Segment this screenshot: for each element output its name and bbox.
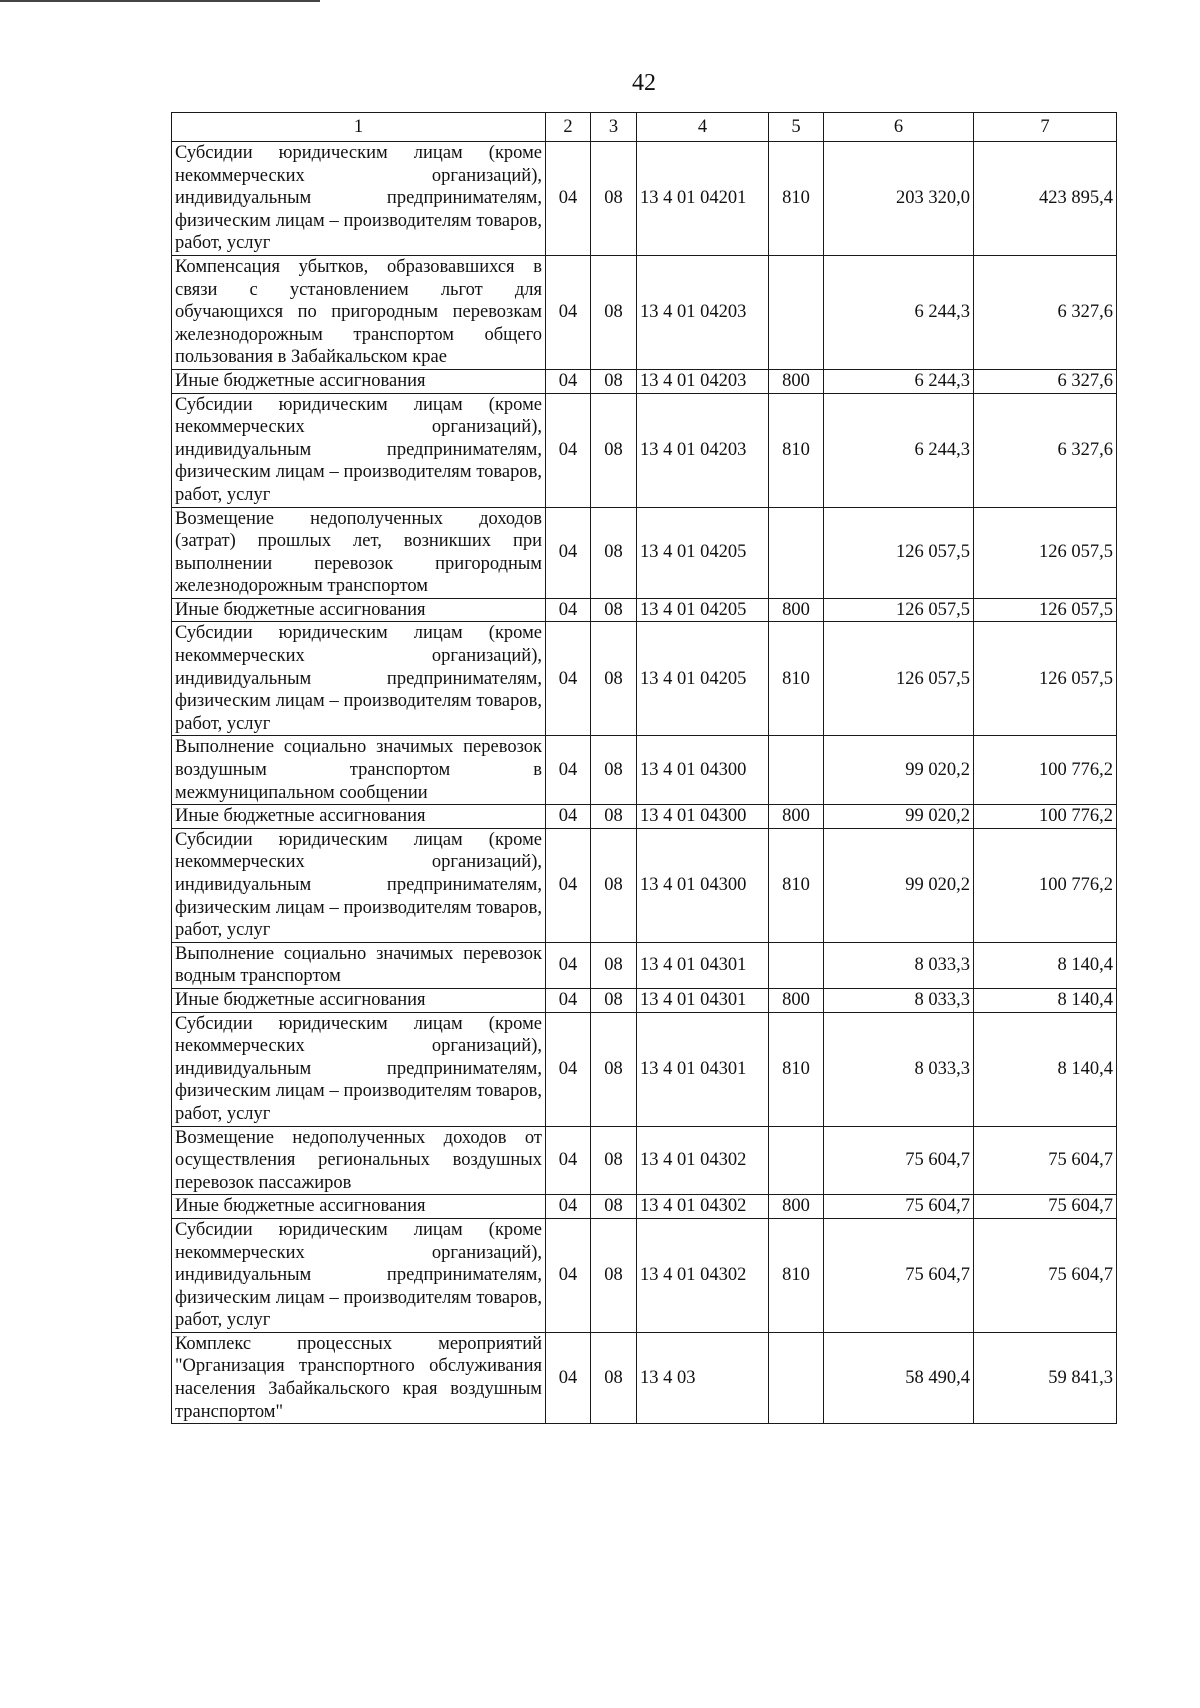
row-subsection: 08 — [591, 1195, 637, 1219]
row-description: Иные бюджетные ассигнования — [172, 988, 546, 1012]
row-amount-year-2: 75 604,7 — [974, 1126, 1117, 1195]
row-target-code: 13 4 01 04302 — [637, 1218, 769, 1332]
row-subsection: 08 — [591, 828, 637, 942]
row-section: 04 — [546, 805, 591, 829]
row-amount-year-2: 75 604,7 — [974, 1195, 1117, 1219]
row-amount-year-2: 6 327,6 — [974, 393, 1117, 507]
table-row — [172, 393, 1117, 507]
table-row — [172, 369, 1117, 393]
row-description: Возмещение недополученных доходов (затрат) прошлых лет, возникших при выполнении перевозок пригородным железнодорожным транспортом — [172, 507, 546, 598]
row-subsection: 08 — [591, 1218, 637, 1332]
row-section: 04 — [546, 255, 591, 369]
table-row — [172, 1126, 1117, 1195]
row-amount-year-2: 126 057,5 — [974, 598, 1117, 622]
row-section: 04 — [546, 1332, 591, 1423]
row-description: Субсидии юридическим лицам (кроме некоммерческих организаций), индивидуальным предпринимателям, физическим лицам – производителям товаров, работ, услуг — [172, 1218, 546, 1332]
row-amount-year-1: 126 057,5 — [824, 622, 974, 736]
row-expense-type — [769, 1126, 824, 1195]
table-row — [172, 1218, 1117, 1332]
table-row — [172, 507, 1117, 598]
row-amount-year-2: 8 140,4 — [974, 942, 1117, 988]
row-amount-year-2: 126 057,5 — [974, 507, 1117, 598]
row-target-code: 13 4 01 04301 — [637, 942, 769, 988]
row-section: 04 — [546, 507, 591, 598]
row-amount-year-1: 99 020,2 — [824, 828, 974, 942]
row-expense-type: 810 — [769, 622, 824, 736]
row-amount-year-2: 8 140,4 — [974, 1012, 1117, 1126]
header-row — [172, 113, 1117, 142]
table-row — [172, 988, 1117, 1012]
row-target-code: 13 4 01 04203 — [637, 255, 769, 369]
row-amount-year-2: 126 057,5 — [974, 622, 1117, 736]
table-row — [172, 942, 1117, 988]
row-expense-type — [769, 255, 824, 369]
row-target-code: 13 4 01 04205 — [637, 622, 769, 736]
row-section: 04 — [546, 736, 591, 805]
table-row — [172, 1195, 1117, 1219]
row-amount-year-1: 75 604,7 — [824, 1218, 974, 1332]
table-row — [172, 598, 1117, 622]
row-amount-year-1: 75 604,7 — [824, 1126, 974, 1195]
row-subsection: 08 — [591, 1332, 637, 1423]
row-description: Субсидии юридическим лицам (кроме некоммерческих организаций), индивидуальным предпринимателям, физическим лицам – производителям товаров, работ, услуг — [172, 142, 546, 256]
row-description: Иные бюджетные ассигнования — [172, 805, 546, 829]
row-target-code: 13 4 01 04205 — [637, 507, 769, 598]
table-row — [172, 805, 1117, 829]
header-col-6: 6 — [824, 113, 974, 142]
row-subsection: 08 — [591, 393, 637, 507]
row-amount-year-1: 58 490,4 — [824, 1332, 974, 1423]
row-subsection: 08 — [591, 736, 637, 805]
row-subsection: 08 — [591, 507, 637, 598]
row-description: Субсидии юридическим лицам (кроме некоммерческих организаций), индивидуальным предпринимателям, физическим лицам – производителям товаров, работ, услуг — [172, 1012, 546, 1126]
row-description: Выполнение социально значимых перевозок водным транспортом — [172, 942, 546, 988]
row-subsection: 08 — [591, 942, 637, 988]
row-description: Иные бюджетные ассигнования — [172, 598, 546, 622]
table-row — [172, 1012, 1117, 1126]
row-subsection: 08 — [591, 622, 637, 736]
row-amount-year-2: 59 841,3 — [974, 1332, 1117, 1423]
row-expense-type: 810 — [769, 142, 824, 256]
table-row — [172, 142, 1117, 256]
budget-table — [171, 112, 1117, 1424]
header-col-1: 1 — [172, 113, 546, 142]
header-col-4: 4 — [637, 113, 769, 142]
row-amount-year-1: 6 244,3 — [824, 369, 974, 393]
row-target-code: 13 4 01 04302 — [637, 1126, 769, 1195]
row-expense-type: 800 — [769, 598, 824, 622]
row-amount-year-2: 423 895,4 — [974, 142, 1117, 256]
row-target-code: 13 4 01 04300 — [637, 736, 769, 805]
row-description: Иные бюджетные ассигнования — [172, 1195, 546, 1219]
row-description: Возмещение недополученных доходов от осуществления региональных воздушных перевозок пассажиров — [172, 1126, 546, 1195]
header-col-2: 2 — [546, 113, 591, 142]
table-body — [172, 142, 1117, 1424]
row-target-code: 13 4 01 04205 — [637, 598, 769, 622]
row-subsection: 08 — [591, 142, 637, 256]
row-amount-year-2: 8 140,4 — [974, 988, 1117, 1012]
row-expense-type: 810 — [769, 393, 824, 507]
row-target-code: 13 4 01 04203 — [637, 369, 769, 393]
row-expense-type: 810 — [769, 828, 824, 942]
row-section: 04 — [546, 1012, 591, 1126]
row-expense-type: 800 — [769, 1195, 824, 1219]
row-amount-year-2: 6 327,6 — [974, 255, 1117, 369]
row-section: 04 — [546, 988, 591, 1012]
row-amount-year-2: 6 327,6 — [974, 369, 1117, 393]
row-amount-year-2: 100 776,2 — [974, 805, 1117, 829]
row-amount-year-1: 99 020,2 — [824, 736, 974, 805]
row-section: 04 — [546, 622, 591, 736]
row-section: 04 — [546, 828, 591, 942]
row-expense-type: 810 — [769, 1218, 824, 1332]
row-section: 04 — [546, 142, 591, 256]
table-header — [172, 113, 1117, 142]
table-row — [172, 255, 1117, 369]
row-expense-type — [769, 736, 824, 805]
row-subsection: 08 — [591, 1012, 637, 1126]
row-description: Выполнение социально значимых перевозок воздушным транспортом в межмуниципальном сообщении — [172, 736, 546, 805]
row-subsection: 08 — [591, 255, 637, 369]
row-target-code: 13 4 03 — [637, 1332, 769, 1423]
row-target-code: 13 4 01 04201 — [637, 142, 769, 256]
row-amount-year-1: 126 057,5 — [824, 598, 974, 622]
row-description: Субсидии юридическим лицам (кроме некоммерческих организаций), индивидуальным предпринимателям, физическим лицам – производителям товаров, работ, услуг — [172, 828, 546, 942]
row-expense-type: 810 — [769, 1012, 824, 1126]
scan-crop-line — [0, 0, 320, 2]
row-target-code: 13 4 01 04301 — [637, 1012, 769, 1126]
table-row — [172, 622, 1117, 736]
row-description: Иные бюджетные ассигнования — [172, 369, 546, 393]
row-section: 04 — [546, 1126, 591, 1195]
row-expense-type — [769, 1332, 824, 1423]
row-description: Субсидии юридическим лицам (кроме некоммерческих организаций), индивидуальным предпринимателям, физическим лицам – производителям товаров, работ, услуг — [172, 622, 546, 736]
row-target-code: 13 4 01 04301 — [637, 988, 769, 1012]
row-subsection: 08 — [591, 598, 637, 622]
table-row — [172, 828, 1117, 942]
row-subsection: 08 — [591, 988, 637, 1012]
row-expense-type: 800 — [769, 369, 824, 393]
row-subsection: 08 — [591, 805, 637, 829]
page-number: 42 — [632, 70, 656, 96]
row-amount-year-2: 75 604,7 — [974, 1218, 1117, 1332]
row-expense-type: 800 — [769, 805, 824, 829]
row-section: 04 — [546, 369, 591, 393]
row-section: 04 — [546, 942, 591, 988]
row-amount-year-1: 8 033,3 — [824, 988, 974, 1012]
row-amount-year-1: 203 320,0 — [824, 142, 974, 256]
row-description: Комплекс процессных мероприятий "Организация транспортного обслуживания населения Забайкальского края воздушным транспортом" — [172, 1332, 546, 1423]
row-target-code: 13 4 01 04300 — [637, 805, 769, 829]
row-section: 04 — [546, 1218, 591, 1332]
row-subsection: 08 — [591, 1126, 637, 1195]
row-section: 04 — [546, 598, 591, 622]
row-amount-year-2: 100 776,2 — [974, 828, 1117, 942]
table-row — [172, 1332, 1117, 1423]
row-target-code: 13 4 01 04203 — [637, 393, 769, 507]
table-row — [172, 736, 1117, 805]
row-amount-year-1: 8 033,3 — [824, 942, 974, 988]
row-expense-type: 800 — [769, 988, 824, 1012]
header-col-5: 5 — [769, 113, 824, 142]
row-amount-year-1: 126 057,5 — [824, 507, 974, 598]
row-amount-year-1: 6 244,3 — [824, 393, 974, 507]
row-expense-type — [769, 507, 824, 598]
row-description: Субсидии юридическим лицам (кроме некоммерческих организаций), индивидуальным предпринимателям, физическим лицам – производителям товаров, работ, услуг — [172, 393, 546, 507]
row-target-code: 13 4 01 04302 — [637, 1195, 769, 1219]
row-amount-year-1: 75 604,7 — [824, 1195, 974, 1219]
header-col-7: 7 — [974, 113, 1117, 142]
row-amount-year-1: 8 033,3 — [824, 1012, 974, 1126]
row-subsection: 08 — [591, 369, 637, 393]
row-amount-year-1: 99 020,2 — [824, 805, 974, 829]
row-description: Компенсация убытков, образовавшихся в связи с установлением льгот для обучающихся по пригородным перевозкам железнодорожным транспортом общего пользования в Забайкальском крае — [172, 255, 546, 369]
row-amount-year-1: 6 244,3 — [824, 255, 974, 369]
row-section: 04 — [546, 393, 591, 507]
row-section: 04 — [546, 1195, 591, 1219]
header-col-3: 3 — [591, 113, 637, 142]
row-amount-year-2: 100 776,2 — [974, 736, 1117, 805]
row-target-code: 13 4 01 04300 — [637, 828, 769, 942]
row-expense-type — [769, 942, 824, 988]
